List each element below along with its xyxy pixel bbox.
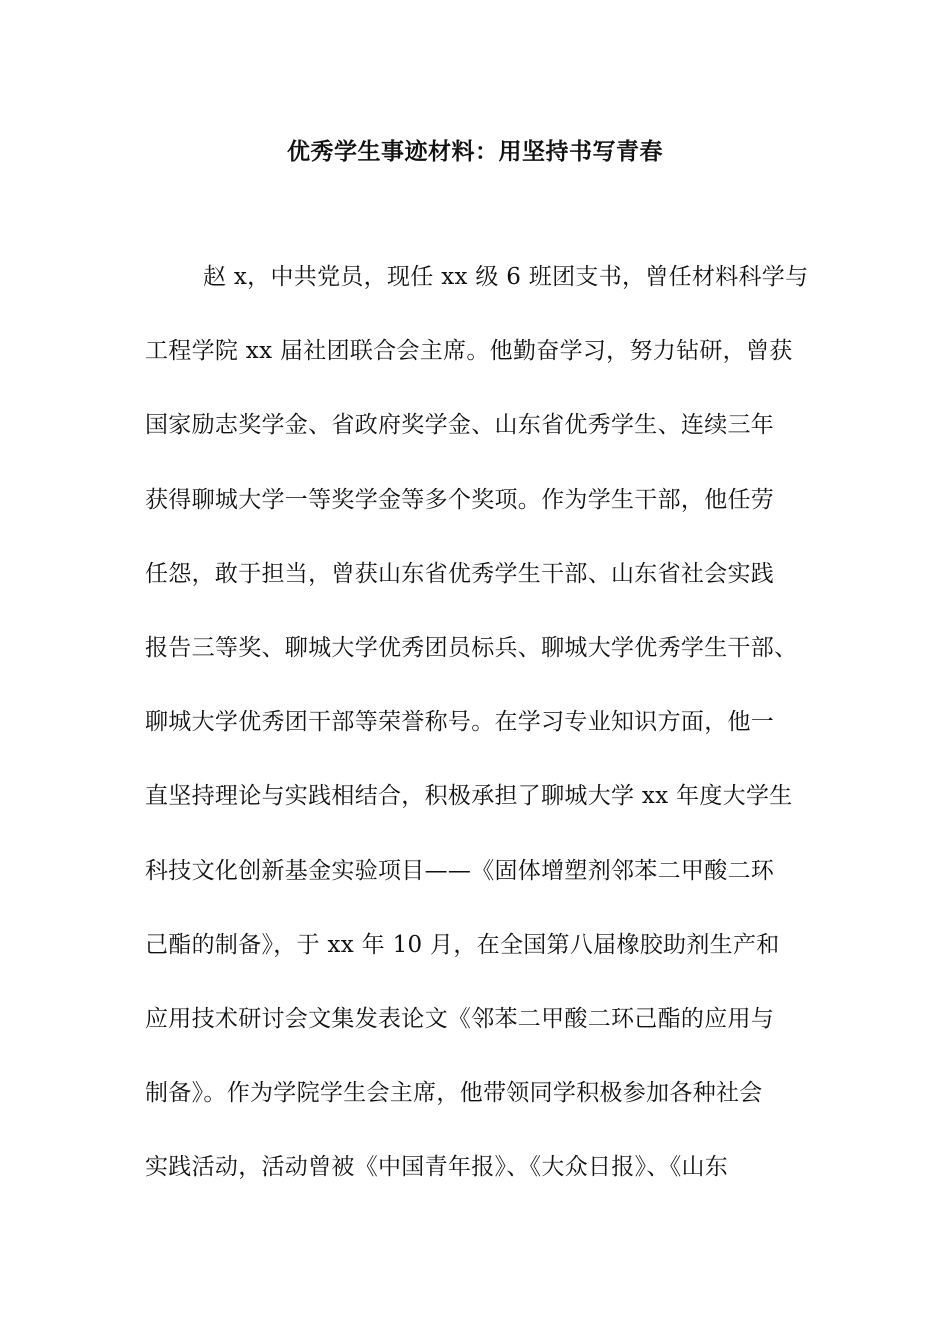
paragraph-line: 应用技术研讨会文集发表论文《邻苯二甲酸二环己酯的应用与 [145, 1005, 775, 1032]
paragraph-line: 任怨，敢于担当，曾获山东省优秀学生干部、山东省社会实践 [145, 560, 775, 587]
paragraph-line: 赵 x，中共党员，现任 xx 级 6 班团支书，曾任材料科学与 [203, 264, 809, 290]
paragraph-line: 己酯的制备》，于 xx 年 10 月，在全国第八届橡胶助剂生产和 [145, 931, 780, 958]
document-title: 优秀学生事迹材料：用坚持书写青春 [287, 139, 663, 165]
paragraph-line: 获得聊城大学一等奖学金等多个奖项。作为学生干部，他任劳 [145, 486, 775, 513]
paragraph-line: 聊城大学优秀团干部等荣誉称号。在学习专业知识方面，他一 [145, 709, 775, 736]
paragraph-line: 制备》。作为学院学生会主席，他带领同学积极参加各种社会 [145, 1080, 763, 1107]
paragraph-line: 国家励志奖学金、省政府奖学金、山东省优秀学生、连续三年 [145, 412, 775, 439]
body-paragraph [145, 257, 809, 1221]
paragraph-line: 实践活动，活动曾被《中国青年报》、《大众日报》、《山东 [145, 1154, 729, 1181]
paragraph-line: 科技文化创新基金实验项目——《固体增塑剂邻苯二甲酸二环 [145, 857, 775, 884]
paragraph-line: 报告三等奖、聊城大学优秀团员标兵、聊城大学优秀学生干部、 [145, 634, 798, 661]
paragraph-line: 直坚持理论与实践相结合，积极承担了聊城大学 xx 年度大学生 [145, 783, 793, 810]
paragraph-line: 工程学院 xx 届社团联合会主席。他勤奋学习，努力钻研，曾获 [145, 338, 793, 365]
